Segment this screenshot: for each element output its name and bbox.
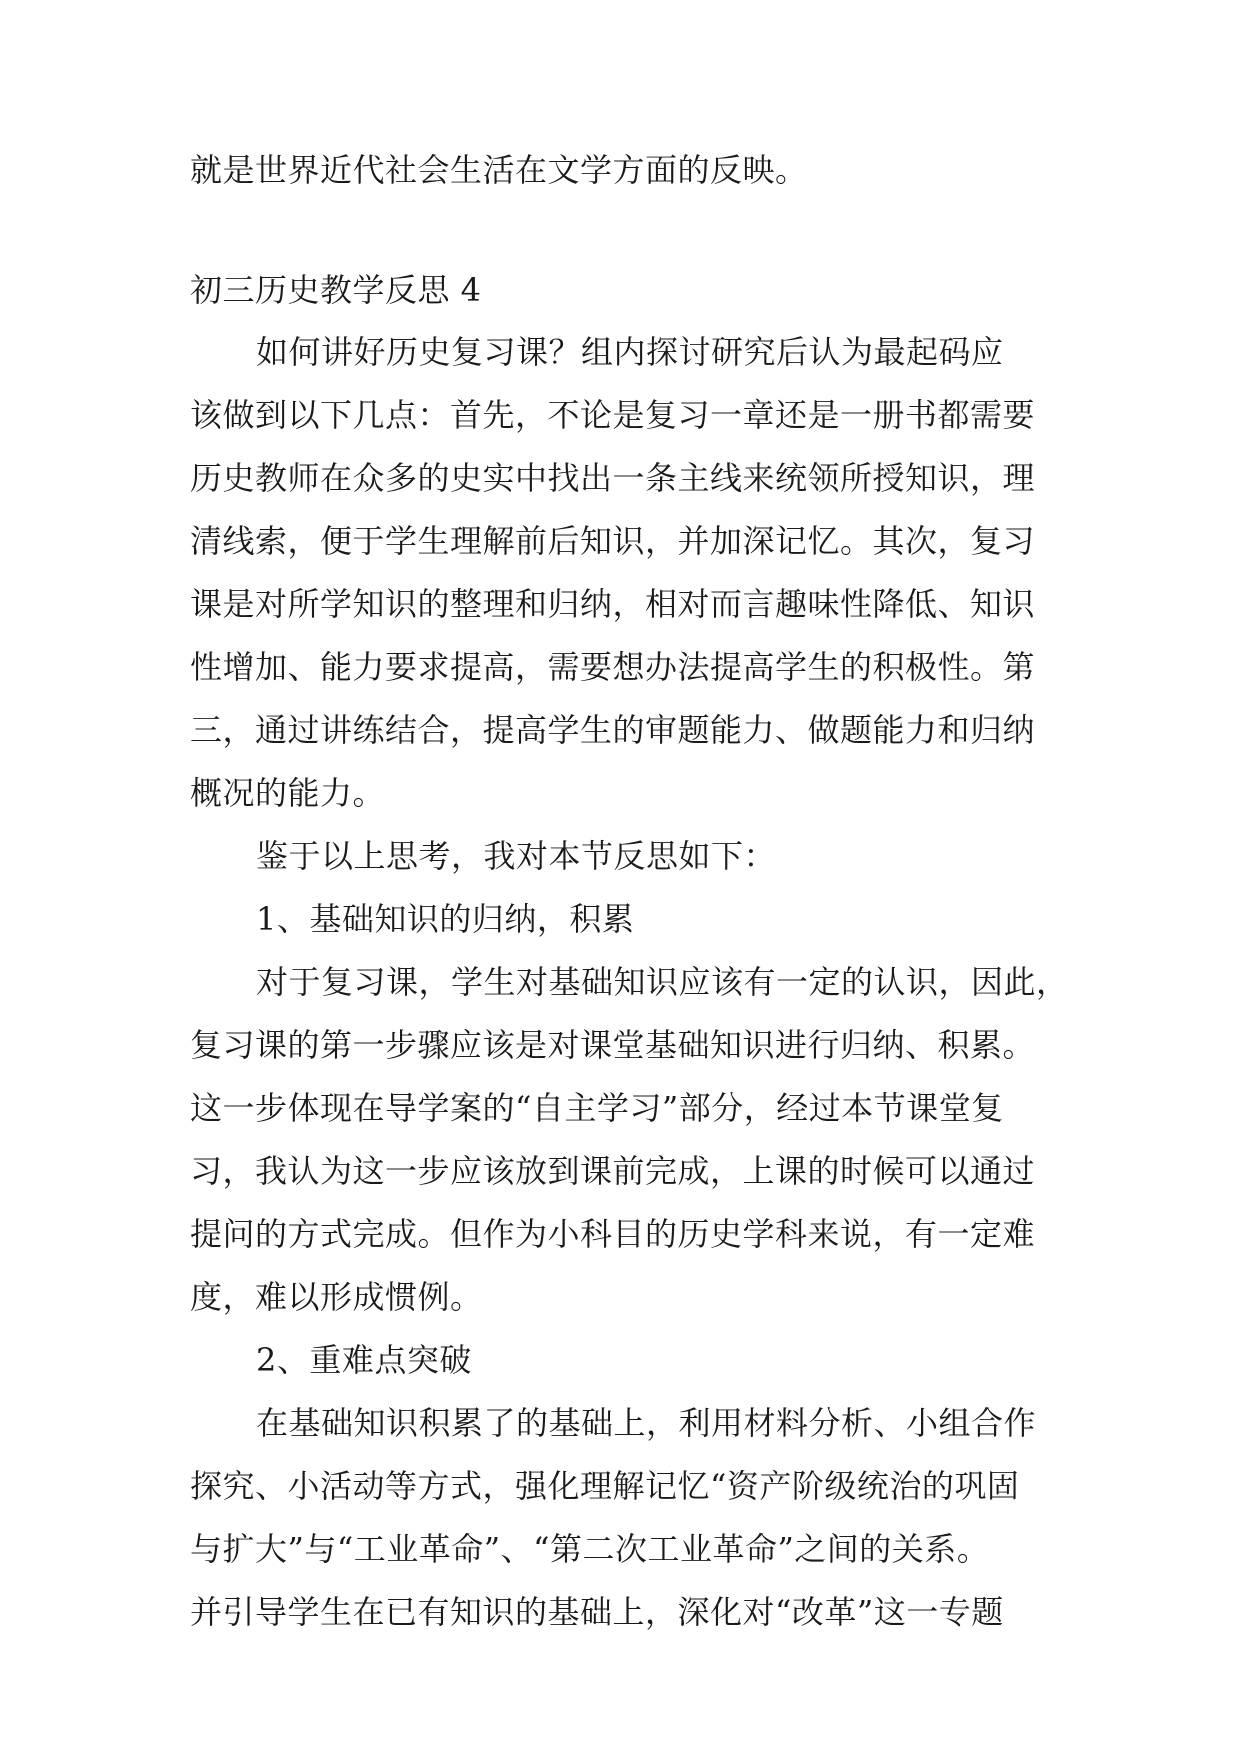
paragraph-line: 复习课的第一步骤应该是对课堂基础知识进行归纳、积累。 <box>190 1026 1036 1064</box>
paragraph-line: 提问的方式完成。但作为小科目的历史学科来说，有一定难 <box>190 1215 1036 1253</box>
paragraph-line: 与扩大”与“工业革命”、“第二次工业革命”之间的关系。 <box>190 1530 990 1568</box>
paragraph-line: 如何讲好历史复习课？组内探讨研究后认为最起码应 <box>256 333 1004 371</box>
paragraph-line: 探究、小活动等方式，强化理解记忆“资产阶级统治的巩固 <box>190 1467 1020 1505</box>
list-heading: 1、基础知识的归纳，积累 <box>256 900 635 938</box>
section-heading: 初三历史教学反思 4 <box>190 271 482 309</box>
paragraph-line: 在基础知识积累了的基础上，利用材料分析、小组合作 <box>256 1404 1037 1442</box>
paragraph-line: 鉴于以上思考，我对本节反思如下： <box>256 837 777 875</box>
paragraph-line: 概况的能力。 <box>190 774 386 812</box>
paragraph-line: 性增加、能力要求提高，需要想办法提高学生的积极性。第 <box>190 648 1036 686</box>
paragraph-line: 历史教师在众多的史实中找出一条主线来统领所授知识，理 <box>190 459 1036 497</box>
paragraph-line: 并引导学生在已有知识的基础上，深化对“改革”这一专题 <box>190 1593 1004 1631</box>
text-line: 就是世界近代社会生活在文学方面的反映。 <box>190 151 808 189</box>
paragraph-line: 清线索，便于学生理解前后知识，并加深记忆。其次，复习 <box>190 522 1036 560</box>
paragraph-line: 该做到以下几点：首先，不论是复习一章还是一册书都需要 <box>190 396 1036 434</box>
paragraph-line: 这一步体现在导学案的“自主学习”部分，经过本节课堂复 <box>190 1089 1004 1127</box>
paragraph-line: 习，我认为这一步应该放到课前完成，上课的时候可以通过 <box>190 1152 1036 1190</box>
paragraph-line: 课是对所学知识的整理和归纳，相对而言趣味性降低、知识 <box>190 585 1036 623</box>
paragraph-line: 对于复习课，学生对基础知识应该有一定的认识，因此， <box>256 963 1069 1001</box>
paragraph-line: 度，难以形成惯例。 <box>190 1278 483 1316</box>
list-heading: 2、重难点突破 <box>256 1341 472 1379</box>
paragraph-line: 三，通过讲练结合，提高学生的审题能力、做题能力和归纳 <box>190 711 1036 749</box>
